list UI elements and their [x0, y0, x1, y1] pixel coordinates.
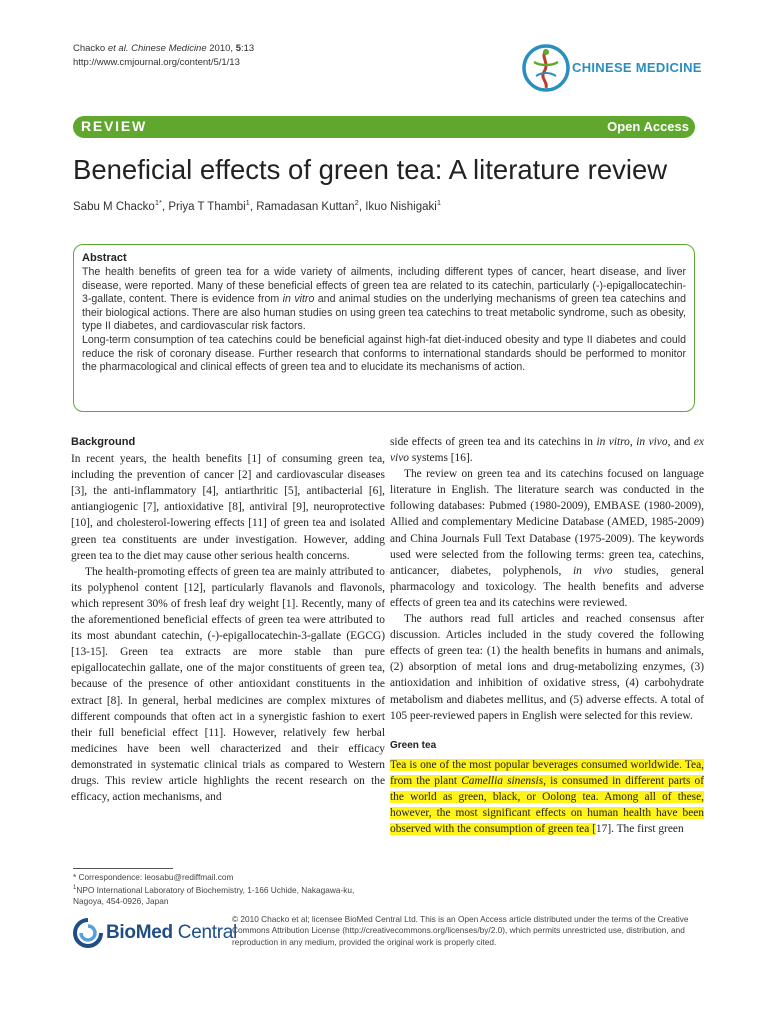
article-title: Beneficial effects of green tea: A literature review [73, 154, 668, 185]
author: Sabu M Chacko$^{1*}$ [73, 198, 162, 213]
journal-logo [520, 42, 700, 96]
citation-line: Chacko et al. Chinese Medicine 2010, 5:13 [73, 43, 255, 54]
affiliation-note: $^1$NPO International Laboratory of Biochemistry, 1-166 Uchide, Nakagawa-ku, Nagoya, 454-0926, Japan [73, 885, 355, 907]
open-access-label: Open Access [607, 119, 689, 134]
article-type-banner [73, 116, 695, 138]
author: Priya T Thambi$^1$ [168, 198, 250, 213]
abstract-box [73, 244, 695, 412]
author-list: Sabu M Chacko$^{1*}$, Priya T Thambi$^1$, Ramadasan Kuttan$^2$, Ikuo Nishigaki$^1$ [73, 198, 441, 213]
section-heading-background: Background [71, 436, 136, 448]
footnote-rule [73, 868, 173, 869]
body-paragraph: Tea is one of the most popular beverages consumed worldwide. Tea, from the plant Camellia sinensis, is consumed in different parts of the world as green, black, or Oolong tea. Among all of these, however, the most significant effects on human health have been observed with the consumption of green tea [17]. The first green [390, 758, 704, 836]
chinese-medicine-logo-icon [520, 42, 572, 94]
author: Ramadasan Kuttan$^2$ [256, 198, 359, 213]
body-paragraph: side effects of green tea and its catechins in in vitro, in vivo, and ex vivo systems [16]. [390, 436, 704, 465]
body-paragraph: The authors read full articles and reached consensus after discussion. Articles included in the study covered the following effects of green tea: (1) the health benefits in humans and animals, (2) absorption of metal ions and drug-metabolizing enzymes, (3) antioxidation and inhibition of oxidative stress, (4) carbohydrate metabolism and diabetes mellitus, and (5) adverse effects. A total of 105 peer-reviewed papers in English were selected for this review. [390, 613, 704, 722]
article-citation [73, 42, 254, 70]
publisher-name: BioMed Central [106, 922, 237, 943]
biomed-central-logo-icon [73, 918, 103, 948]
footnote [73, 872, 373, 908]
correspondence-note: * Correspondence: leosabu@rediffmail.com [73, 872, 234, 882]
body-column-right [390, 434, 704, 837]
body-paragraph: In recent years, the health benefits [1] of consuming green tea, including the prevention of cancer [2] and cardiovascular diseases [3], the anti-inflammatory [4], antiarthritic [5], antibacterial [6], antiangiogenic [7], antioxidative [8], antiviral [9], neuroprotective [10], and cholesterol-lowering effects [11] of green tea and isolated green tea constituents are under investigation. However, adding green tea to the diet may cause other serious health concerns. [71, 453, 385, 562]
body-column-left [71, 434, 385, 805]
author: Ikuo Nishigaki$^1$ [365, 198, 441, 213]
abstract-paragraph: Long-term consumption of tea catechins could be beneficial against high-fat diet-induced obesity and type II diabetes and could reduce the risk of coronary disease. Further research that conforms to international standards should be performed to monitor the pharmacological and clinical effects of green tea and to elucidate its mechanisms of action. [82, 333, 686, 374]
publisher-logo [73, 916, 237, 950]
journal-logo-text: CHINESE MEDICINE [572, 60, 702, 75]
article-url[interactable]: http://www.cmjournal.org/content/5/1/13 [73, 57, 240, 68]
section-heading-green-tea: Green tea [390, 739, 437, 751]
article-type-label: REVIEW [81, 118, 148, 134]
body-paragraph: The review on green tea and its catechins focused on language literature in English. The literature search was conducted in the following databases: Pubmed (1980-2009), EMBASE (1980-2009), Allied and complementary Medicine Database (AMED, 1985-2009) and China Journals Full Text Database (1975-2009). The keywords used were selected from the following terms: green tea, catechins, anticancer, diabetes, polyphenols, in vivo studies, general pharmacology and toxicology. The health benefits and adverse effects of green tea and its catechins were reviewed. [390, 468, 704, 609]
abstract-paragraph: The health benefits of green tea for a wide variety of ailments, including different types of cancer, heart disease, and liver disease, were reported. Many of these beneficial effects of green tea are related to its catechin, particularly (-)-epigallocatechin-3-gallate, content. There is evidence from in vitro and animal studies on the underlying mechanisms of green tea catechins and their biological actions. There are also human studies on using green tea catechins to treat metabolic syndrome, such as obesity, type II diabetes, and cardiovascular risk factors. [82, 266, 686, 333]
highlighted-text: Tea is one of the most popular beverages consumed worldwide. Tea, from the plant Camellia sinensis, is consumed in different parts of the world as green, black, or Oolong tea. Among all of these, however, the most significant effects on human health have been observed with the consumption of green tea [ [390, 758, 704, 836]
license-text: © 2010 Chacko et al; licensee BioMed Central Ltd. This is an Open Access article distributed under the terms of the Creative Commons Attribution License (http://creativecommons.org/licenses/by/2.0), which permits unrestricted use, distribution, and reproduction in any medium, provided the original work is properly cited. [232, 914, 689, 947]
body-paragraph: The health-promoting effects of green tea are mainly attributed to its polyphenol content [12], particularly flavanols and flavonols, which represent 30% of fresh leaf dry weight [1]. Recently, many of the aforementioned beneficial effects of green tea were attributed to its most abundant catechin, (-)-epigallocatechin-3-gallate (EGCG) [13-15]. Green tea extracts are more stable than pure epigallocatechin gallate, one of the major constituents of green tea, because of the presence of other antioxidant constituents in the extract [8]. In general, herbal medicines are complex mixtures of different compounds that often act in a synergistic fashion to exert their full beneficial effect [11]. However, relatively few herbal medicines have been well characterized and their efficacy demonstrated in systematic clinical trials as compared to Western drugs. This review article highlights the recent research on the efficacy, action mechanisms, and [71, 565, 385, 804]
abstract-heading: Abstract [82, 252, 127, 264]
